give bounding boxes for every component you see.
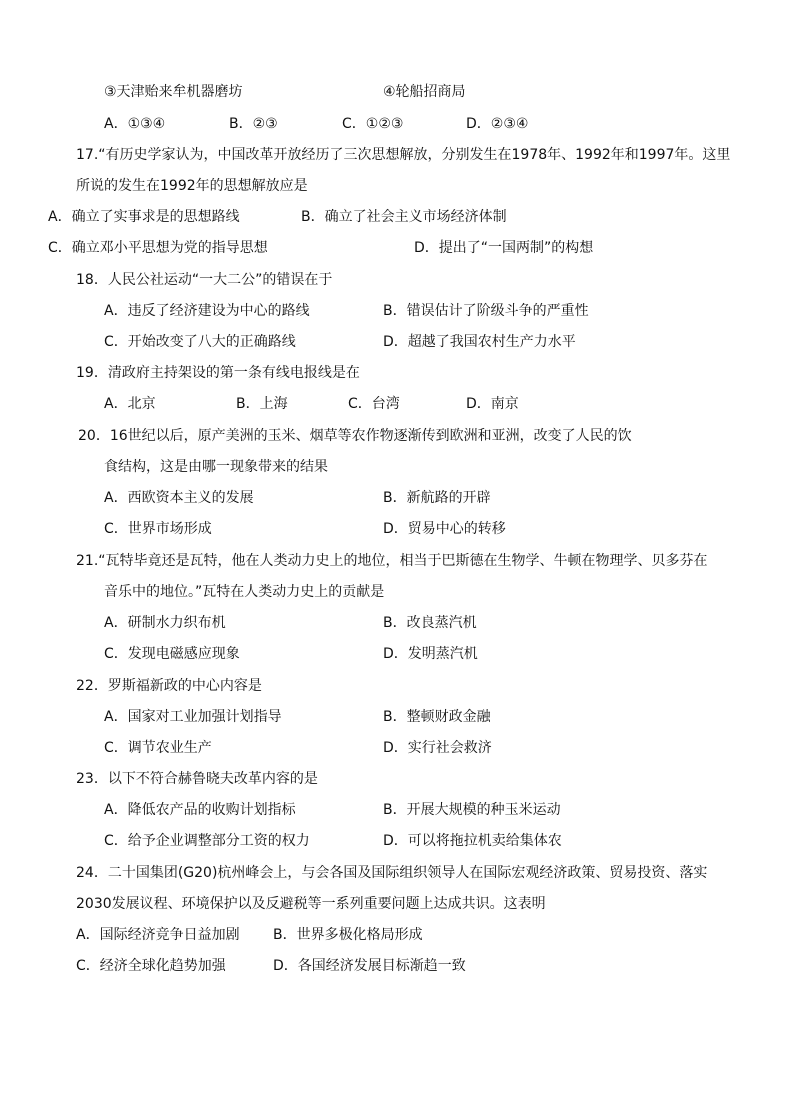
q19-option-a: A．北京 <box>104 396 156 412</box>
q22-option-b: B．整顿财政金融 <box>383 709 491 725</box>
q24-option-a: A．国际经济竞争日益加剧 <box>76 927 240 943</box>
q16-option-c: C．①②③ <box>342 116 404 132</box>
q22-stem: 22．罗斯福新政的中心内容是 <box>76 678 262 694</box>
q24-stem-line-2: 2030发展议程、环境保护以及反避税等一系列重要问题上达成共识。这表明 <box>76 896 546 912</box>
q20-option-c: C．世界市场形成 <box>104 521 212 537</box>
q18-option-c: C．开始改变了八大的正确路线 <box>104 334 296 350</box>
q21-stem-line-2: 音乐中的地位。”瓦特在人类动力史上的贡献是 <box>104 584 385 600</box>
q23-stem: 23．以下不符合赫鲁晓夫改革内容的是 <box>76 771 318 787</box>
q23-option-c: C．给予企业调整部分工资的权力 <box>104 833 310 849</box>
q17-option-a: A．确立了实事求是的思想路线 <box>48 209 240 225</box>
q16-option-d: D．②③④ <box>466 116 529 132</box>
q18-stem: 18．人民公社运动“一大二公”的错误在于 <box>76 272 333 288</box>
q18-option-d: D．超越了我国农村生产力水平 <box>383 334 576 350</box>
q22-option-c: C．调节农业生产 <box>104 740 212 756</box>
q24-stem-line-1: 24．二十国集团(G20)杭州峰会上，与会各国及国际组织领导人在国际宏观经济政策、贸易投资、落实 <box>76 865 708 881</box>
q17-stem-line-1: 17.“有历史学家认为，中国改革开放经历了三次思想解放，分别发生在1978年、1992年和1997年。这里 <box>76 147 731 163</box>
q19-option-c: C．台湾 <box>348 396 400 412</box>
q21-option-b: B．改良蒸汽机 <box>383 615 477 631</box>
q16-item-3: ③天津贻来牟机器磨坊 <box>104 84 243 100</box>
q21-stem-line-1: 21.“瓦特毕竟还是瓦特，他在人类动力史上的地位，相当于巴斯德在生物学、牛顿在物理学、贝多芬在 <box>76 553 708 569</box>
q23-option-d: D．可以将拖拉机卖给集体农 <box>383 833 562 849</box>
q19-stem: 19．清政府主持架设的第一条有线电报线是在 <box>76 365 360 381</box>
q20-stem-line-2: 食结构，这是由哪一现象带来的结果 <box>104 459 328 475</box>
q19-option-b: B．上海 <box>236 396 288 412</box>
q21-option-d: D．发明蒸汽机 <box>383 646 478 662</box>
q21-option-a: A．研制水力织布机 <box>104 615 226 631</box>
q24-option-d: D．各国经济发展目标渐趋一致 <box>273 958 466 974</box>
q22-option-d: D．实行社会救济 <box>383 740 492 756</box>
q18-option-a: A．违反了经济建设为中心的路线 <box>104 303 310 319</box>
q23-option-a: A．降低农产品的收购计划指标 <box>104 802 296 818</box>
q20-option-b: B．新航路的开辟 <box>383 490 491 506</box>
q18-option-b: B．错误估计了阶级斗争的严重性 <box>383 303 589 319</box>
q16-option-b: B．②③ <box>229 116 278 132</box>
q16-item-4: ④轮船招商局 <box>383 84 466 100</box>
q17-option-d: D．提出了“一国两制”的构想 <box>414 240 594 256</box>
q24-option-c: C．经济全球化趋势加强 <box>76 958 226 974</box>
q17-stem-line-2: 所说的发生在1992年的思想解放应是 <box>76 178 308 194</box>
q24-option-b: B．世界多极化格局形成 <box>273 927 423 943</box>
q16-option-a: A．①③④ <box>104 116 166 132</box>
q17-option-c: C．确立邓小平思想为党的指导思想 <box>48 240 268 256</box>
q20-option-d: D．贸易中心的转移 <box>383 521 506 537</box>
q23-option-b: B．开展大规模的种玉米运动 <box>383 802 561 818</box>
q22-option-a: A．国家对工业加强计划指导 <box>104 709 282 725</box>
q21-option-c: C．发现电磁感应现象 <box>104 646 240 662</box>
q17-option-b: B．确立了社会主义市场经济体制 <box>301 209 507 225</box>
q19-option-d: D．南京 <box>466 396 519 412</box>
q20-option-a: A．西欧资本主义的发展 <box>104 490 254 506</box>
q20-stem-line-1: 20．16世纪以后，原产美洲的玉米、烟草等农作物逐渐传到欧洲和亚洲，改变了人民的饮 <box>78 428 632 444</box>
